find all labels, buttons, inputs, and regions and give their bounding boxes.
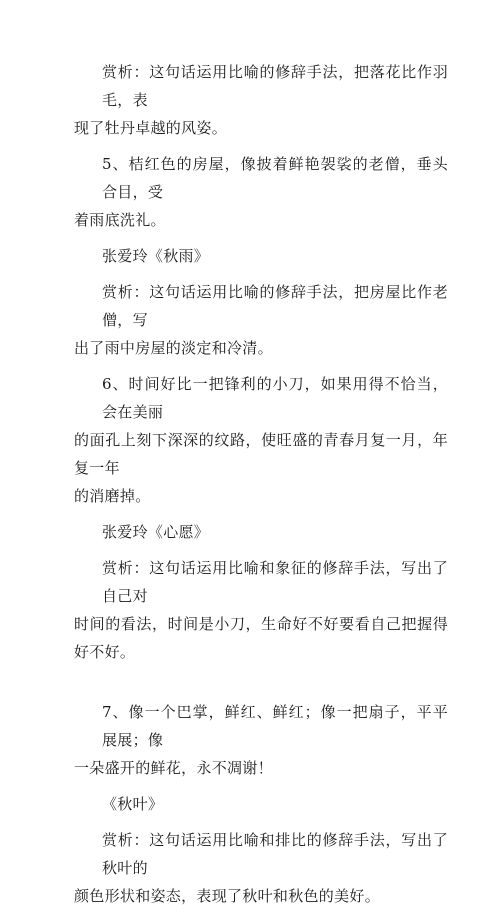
- section-gap: [74, 674, 448, 698]
- text-line: 的消磨掉。: [74, 487, 151, 505]
- text-line: 7、像一个巴掌，鲜红、鲜红；像一把扇子，平平展展；像: [102, 703, 448, 749]
- paragraph-spacing: [74, 546, 448, 554]
- text-line: 赏析：这句话运用比喻的修辞手法，把房屋比作老僧，写: [102, 283, 448, 329]
- text-line: 赏析：这句话运用比喻和象征的修辞手法，写出了自己对: [102, 559, 448, 605]
- analysis-peony: [46, 58, 448, 142]
- paragraph-spacing: [74, 910, 448, 918]
- example-6: [46, 370, 448, 510]
- text-line: 的面孔上刻下深深的纹路，使旺盛的青春月复一月，年复一年: [74, 431, 448, 477]
- paragraph-spacing: [74, 782, 448, 790]
- text-line: 一朵盛开的鲜花，永不凋谢！: [74, 759, 273, 777]
- source-wish: 张爱玲《心愿》: [102, 523, 210, 541]
- paragraph-spacing: [74, 234, 448, 242]
- example-7: [46, 698, 448, 782]
- text-line: 出了雨中房屋的淡定和冷清。: [74, 339, 273, 357]
- text-line: 5、桔红色的房屋，像披着鲜艳袈裟的老僧，垂头合目，受: [102, 155, 448, 201]
- example-5: [46, 150, 448, 234]
- paragraph-spacing: [74, 142, 448, 150]
- paragraph-spacing: [74, 666, 448, 674]
- text-line: 赏析：这句话运用比喻的修辞手法，把落花比作羽毛，表: [102, 63, 448, 109]
- text-line: 现了牡丹卓越的风姿。: [74, 119, 228, 137]
- paragraph-spacing: [74, 818, 448, 826]
- analysis-wish: [46, 554, 448, 666]
- source-autumn-rain: 张爱玲《秋雨》: [102, 247, 210, 265]
- text-line: 赏析：这句话运用比喻和排比的修辞手法，写出了秋叶的: [102, 831, 448, 877]
- analysis-autumn-rain: [46, 278, 448, 362]
- paragraph-spacing: [74, 510, 448, 518]
- text-line: 6、时间好比一把锋利的小刀，如果用得不恰当，会在美丽: [102, 375, 448, 421]
- analysis-autumn-leaf: [46, 826, 448, 910]
- paragraph-spacing: [74, 270, 448, 278]
- text-line: 颜色形状和姿态，表现了秋叶和秋色的美好。: [74, 887, 381, 905]
- source-autumn-leaf: 《秋叶》: [102, 795, 164, 813]
- text-line: 时间的看法，时间是小刀，生命好不好要看自己把握得好不好。: [74, 615, 448, 661]
- paragraph-spacing: [74, 362, 448, 370]
- text-line: 着雨底洗礼。: [74, 211, 166, 229]
